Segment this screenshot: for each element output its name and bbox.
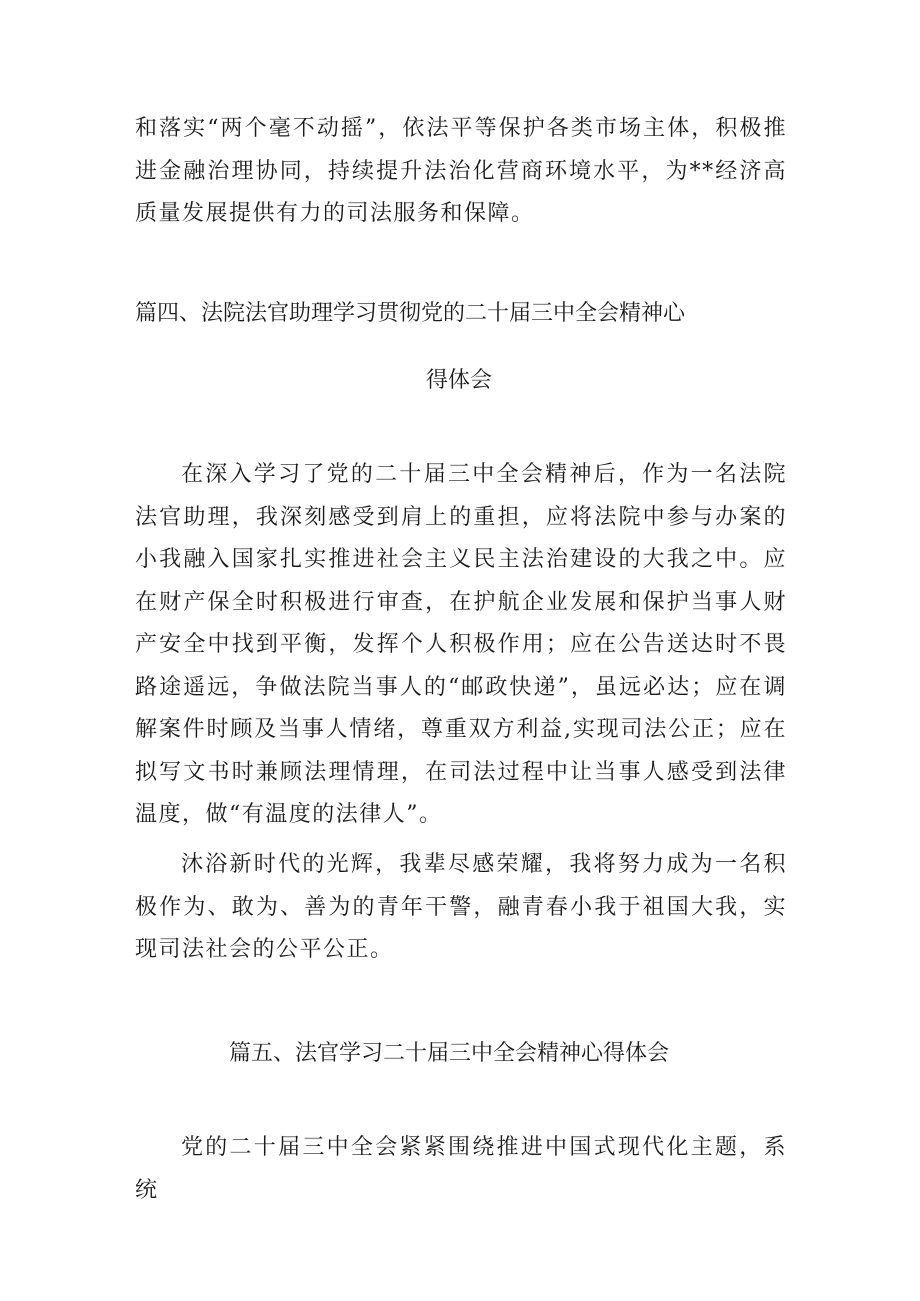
section-4-title-line-2: 得体会 [426,368,493,393]
section-5-paragraph-1: 党的二十届三中全会紧紧围绕推进中国式现代化主题，系统 [135,1135,787,1203]
section-4-paragraph-2: 沐浴新时代的光辉，我辈尽感荣耀，我将努力成为一名积极作为、敢为、善为的青年干警，融青春小我于祖国大我，实现司法社会的公平公正。 [135,852,787,962]
section-5-title: 篇五、法官学习二十届三中全会精神心得体会 [229,1041,670,1066]
section-4-paragraph-1: 在深入学习了党的二十届三中全会精神后，作为一名法院法官助理，我深刻感受到肩上的重担，应将法院中参与办案的小我融入国家扎实推进社会主义民主法治建设的大我之中。应在财产保全时积极进行审查，在护航企业发展和保护当事人财产安全中找到平衡，发挥个人积极作用；应在公告送达时不畏路途遥远，争做法院当事人的“邮政快递”，虽远必达；应在调解案件时顾及当事人情绪，尊重双方利益,实现司法公正；应在拟写文书时兼顾法理情理，在司法过程中让当事人感受到法律温度，做“有温度的法律人”。 [135,462,787,827]
continued-paragraph: 和落实“两个毫不动摇”，依法平等保护各类市场主体，积极推进金融治理协同，持续提升法治化营商环境水平，为**经济高质量发展提供有力的司法服务和保障。 [135,116,787,226]
section-4-title-line-1: 篇四、法院法官助理学习贯彻党的二十届三中全会精神心 [135,301,686,326]
